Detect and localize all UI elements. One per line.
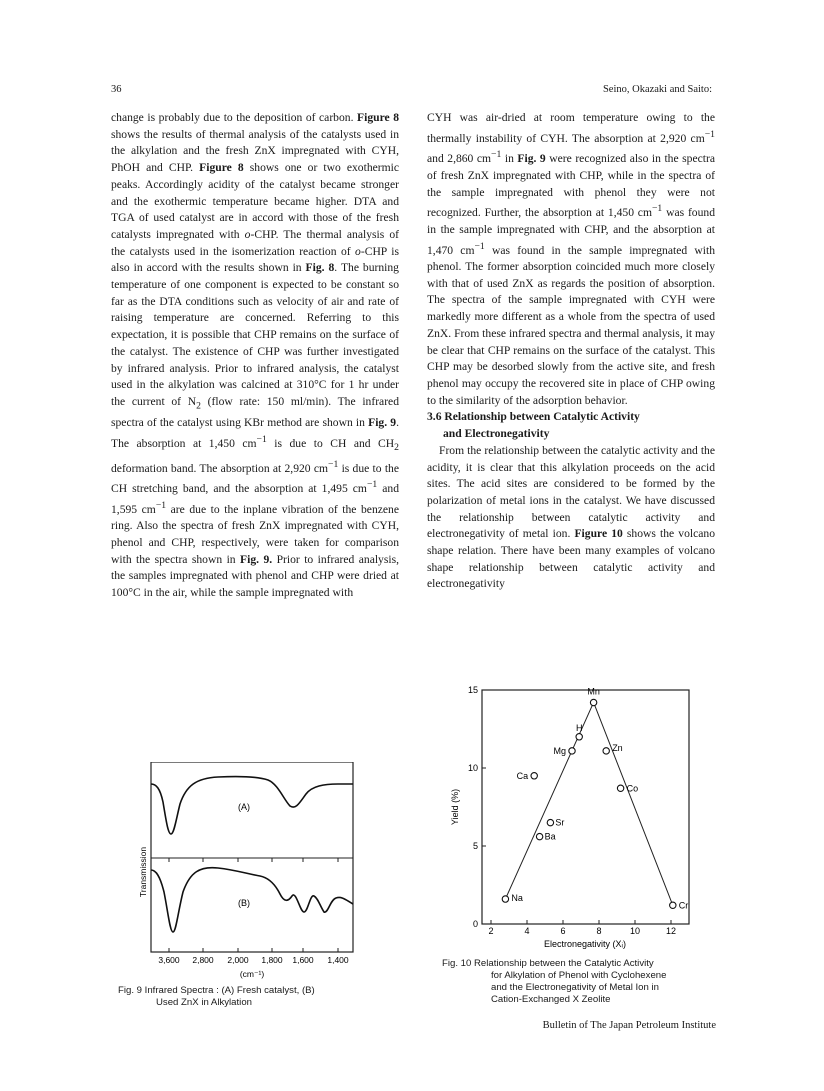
journal-footer: Bulletin of The Japan Petroleum Institute [542,1020,716,1031]
spectrum-a [151,776,353,834]
data-point [531,773,537,779]
xtick-label: 1,600 [292,955,314,965]
axis-ticks [468,685,676,936]
data-point-label: Cr [678,900,689,911]
data-point-label: Mn [587,686,600,697]
figure-9-xunit: (cm⁻¹) [239,969,265,979]
y-axis-label: Yield (%) [450,788,460,826]
figure-9-ylabel: Transmission [138,846,148,898]
xtick-label: 1,400 [327,955,349,965]
figure-9-frame [151,762,353,952]
y-tick-label: 0 [472,919,478,929]
spectrum-b [151,868,353,932]
section-heading-cont: and Electronegativity [443,427,550,441]
data-point [617,785,623,791]
data-point [569,748,575,754]
x-tick-label: 6 [560,926,566,936]
xtick-label: 2,800 [192,955,214,965]
x-tick-label: 8 [596,926,602,936]
figure-10-caption-line1: Fig. 10 Relationship between the Catalytic Activity [442,958,654,969]
data-point [547,819,553,825]
volcano-line [505,702,672,905]
figure-10-caption-line4: Cation-Exchanged X Zeolite [491,994,611,1005]
data-point-label: Na [511,893,523,904]
xtick-label: 2,000 [227,955,249,965]
x-tick-label: 2 [488,926,494,936]
figure-9-caption-line1: Fig. 9 Infrared Spectra : (A) Fresh catalyst, (B) [118,985,315,996]
page-number: 36 [111,84,122,95]
y-tick-label: 5 [472,841,478,851]
figure-9-xtick-labels [158,955,349,965]
data-point [670,902,676,908]
data-point-label: Ba [544,831,556,842]
plot-frame [482,690,689,924]
data-point [590,699,596,705]
left-paragraph: change is probably due to the deposition of carbon. Figure 8 shows the results of thermal analysis of the catalysts used in the alkylation and the fresh ZnX impregnated with CYH, PhOH and CHP. Figure 8 shows one or two exothermic peaks. Accordingly acidity of the catalyst became stronger and the exothermic temperature became higher. DTA and TGA of used catalyst are in accord with those of the fresh catalysts impregnated with o-CHP. The thermal analysis of the catalysts used in the isomerization reaction of o-CHP is also in accord with the results shown in Fig. 8. The burning temperature of one component is expected to be constant so far as the DTA conditions such as velocity of air and rate of raising temperature are concerned. Referring to this expectation, it is possible that CHP remains on the surface of the catalyst. The existence of CHP was further investigated by infrared analysis. Prior to infrared analysis, the catalyst used in the alkylation was calcined at 310°C for 1 hr under the current of $N_2$ (flow rate: 150 ml/min). The infrared spectra of the catalyst using KBr method are shown in Fig. 9. The absorption at 1,450 $cm^{-1}$ is due to CH and $CH_2$ deformation band. The absorption at 2,920 $cm^{-1}$ is due to the CH stretching band, and the absorption at 1,495 $cm^{-1}$ and 1,595 $cm^{-1}$ are due to the inplane vibration of the benzene ring. Also the spectra of fresh ZnX impregnated with CYH, phenol and CHP, respectively, were taken for comparison with the spectra shown in Fig. 9. Prior to infrared analysis, the samples impregnated with phenol and CHP were dried at 100°C in the air, while the sample impregnated with [111,111,400,600]
figure-9-ticks [169,858,338,952]
right-text-column [427,110,715,593]
spectrum-a-label: (A) [238,802,250,812]
data-point-label: Ca [516,770,529,781]
y-tick-label: 10 [467,763,478,773]
running-head-authors: Seino, Okazaki and Saito: [602,84,712,95]
data-point [603,748,609,754]
x-tick-label: 4 [524,926,530,936]
xtick-label: 3,600 [158,955,180,965]
data-points [502,686,688,910]
x-axis-label: Electronegativity (Xᵢ) [544,939,626,949]
x-tick-label: 10 [629,926,641,936]
right-paragraph-2: From the relationship between the catalytic activity and the acidity, it is clear that this alkylation proceeds on the acid sites. The acid sites are considered to be formed by the polarization of metal ions in the catalyst. We have discussed the relationship between catalytic activity and electronegativity of metal ion. Figure 10 shows the volcano shape relation. There have been many examples of volcano shape relationship between catalytic activity and electronegativity [427,443,715,591]
data-point-label: Co [626,783,639,794]
section-heading: 3.6 Relationship between Catalytic Activity [427,410,640,424]
figure-10-volcano-plot [444,684,704,954]
figure-9-caption-line2: Used ZnX in Alkylation [156,997,252,1008]
data-point-label: H [575,722,583,733]
figure-10-caption-line2: for Alkylation of Phenol with Cyclohexene [491,970,667,981]
data-point-label: Sr [555,817,565,828]
y-tick-label: 15 [467,685,478,695]
data-point [576,734,582,740]
xtick-label: 1,800 [261,955,283,965]
figure-9-ir-spectra [138,762,378,982]
data-point [502,896,508,902]
data-point-label: Mg [553,745,566,756]
data-point-label: Zn [612,742,623,753]
right-paragraph-1: CYH was air-dried at room temperature owing to the thermally instability of CYH. The absorption at 2,920 $cm^{-1}$ and 2,860 $cm^{-1}$ in Fig. 9 were recognized also in the spectra of fresh ZnX impregnated with CHP, while in the spectra of the sample impregnated with phenol they were not recognized. Further, the absorption at 1,450 $cm^{-1}$ was found in the sample impregnated with CHP, and the absorption at 1,470 $cm^{-1}$ was found in the sample impregnated with phenol. The former absorption coincided much more closely with that of used ZnX as regards the position of absorption. The spectra of the sample impregnated with CYH were markedly more different as a whole from the spectra of used ZnX. From these infrared spectra and thermal analysis, it may be clear that CHP remains on the surface of the catalyst. This CHP may be desorbed slowly from the active site, and fresh phenol may occupy the recovered site in place of CHP owing to the similarity of the adsorption behavior. [427,111,715,407]
x-tick-label: 12 [665,926,677,936]
data-point [536,833,542,839]
figure-9-caption [118,985,398,1009]
figure-10-caption-line3: and the Electronegativity of Metal Ion in [491,982,659,993]
left-text-column [111,110,399,602]
spectrum-b-label: (B) [238,898,250,908]
figure-10-caption [442,958,722,1006]
